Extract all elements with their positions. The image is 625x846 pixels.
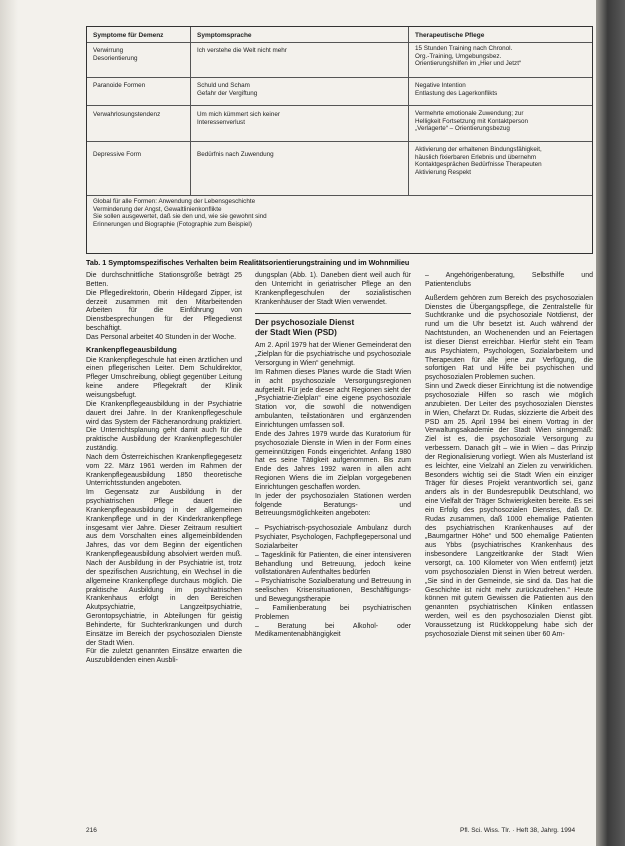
- table-header-care: Therapeutische Pflege: [415, 32, 485, 39]
- table-divider: [408, 27, 409, 195]
- table-header-symptoms: Symptome für Demenz: [93, 32, 164, 39]
- table-divider: [87, 42, 592, 43]
- table-header-language: Symptomsprache: [197, 32, 252, 39]
- table-divider: [87, 105, 592, 106]
- section-heading: Krankenpflegeausbildung: [86, 344, 177, 354]
- table-cell: Bedürfnis nach Zuwendung: [197, 151, 274, 158]
- journal-reference: Pfl. Sci. Wiss. Tlr. · Heft 38, Jahrg. 1994: [460, 827, 576, 834]
- page-binding-shadow: [0, 0, 18, 846]
- table-cell: 15 Stunden Training nach Chronol. Org.-Training, Umgebungsbez. Orientierungshilfen im „Hier und Jetzt“: [415, 45, 522, 68]
- paragraph: Am 2. April 1979 hat der Wiener Gemeinderat den „Zielplan für die psychiatrische und psychosoziale Versorgung in Wien“ genehmigt. Im Rahmen dieses Planes wurde die Stadt Wien in acht psychosoziale Versorgungsregionen aufgeteilt. Für jede dieser acht Regionen sieht der „Psychiatrie-Zielplan“ eine eigene psychosoziale Station vor, die sowohl die notwendigen ambulanten, teilstationären und ergänzenden Einrichtungen umfassen soll. Ende des Jahres 1979 wurde das Kuratorium für psychosoziale Dienste in Wien in der Form eines gemeinnützigen Fonds eingerichtet. Anfang 1980 hat es seine Tätigkeit aufgenommen. Bis zum Ende des Jahres 1992 waren in allen acht Regionen Wiens die im Zielplan vorgegebenen Einrichtungen geschaffen worden. In jeder der psychosozialen Stationen werden folgende Beratungs- und Betreuungsmöglichkeiten angeboten:: [255, 342, 411, 518]
- table-cell: Ich verstehe die Welt nicht mehr: [197, 47, 287, 54]
- symptom-table: [86, 26, 593, 254]
- table-cell: Verwirrung Desorientierung: [93, 47, 138, 62]
- table-divider: [87, 141, 592, 142]
- table-cell: Verwahrlosungstendenz: [93, 111, 161, 118]
- paragraph: dungsplan (Abb. 1). Daneben dient weil auch für den Unterricht in geriatrischer Pflege an den Krankenpflegeschulen der sozialistischen Krankenhäuser der Stadt Wien verwendet.: [255, 272, 411, 306]
- page-edge-shadow: [596, 0, 625, 846]
- text-column-2: [255, 272, 411, 640]
- table-cell: Negative Intention Entlastung des Lagerkonflikts: [415, 82, 498, 97]
- table-cell: Paranoide Formen: [93, 82, 146, 89]
- table-divider: [87, 195, 592, 196]
- bullet-list: – Psychiatrisch-psychosoziale Ambulanz durch Psychiater, Psychologen, Fachpflegepersonal und Sozialarbeiter – Tagesklinik für Patienten, die einer intensiveren Behandlung und Betreuung, jedoch keine vollstationären Aufenthaltes bedürfen – Psychiatrische Sozialberatung und Betreuung in seelischen Krisensituationen, Beschäftigungs- und Bewegungstherapie – Familienberatung bei psychiatrischen Problemen – Beratung bei Alkohol- oder Medikamentenabhängigkeit: [255, 525, 411, 639]
- table-divider: [190, 27, 191, 195]
- table-cell: Um mich kümmert sich keiner Interessenverlust: [197, 111, 280, 126]
- table-cell: Depressive Form: [93, 151, 141, 158]
- paragraph: Außerdem gehören zum Bereich des psychosozialen Dienstes die Übergangspflege, die Zentralstelle für Suchtkranke und die psychosoziale Notdienst, der rund um die Uhr besetzt ist. Auch während der Nachtstunden, an Wochenenden und an Feiertagen ist dieser Dienst erreichbar. Hierfür steht ein Team aus Psychiatern, Psychologen, Sozialarbeitern und Therapeuten für alle jene zur Verfügung, die sofortigen Rat und Hilfe bei psychischen und psychosozialen Problemen suchen. Sinn und Zweck dieser Einrichtung ist die notwendige psychosoziale Hilfen so rasch wie möglich anzubieten. Der Leiter des psychosozialen Dienstes in Wien, Chefarzt Dr. Rudas, skizzierte die Arbeit des PSD am 25. April 1994 bei einem Vortrag in der Verwaltungsakademie der Stadt Wien sinngemäß: Ziel ist es, die psychosoziale Versorgung zu verbessern. Danach gilt – wie in Wien – das Prinzip der Regionalisierung vorliegt. Wien als Musterland ist es leichter, eine Vielzahl an Zielen zu verwirklichen. Besonders wichtig sei die Stadt Wien ein einziger Träger für dieses Projekt verantwortlich sei, ganz anders als in der Bundesrepublik Deutschland, wo eine Vielfalt der Träger Schwierigkeiten bereite. Es sei ein Erfolg des psychosozialen Dienstes, daß Dr. Rudas zusammen, daß 1000 ehemalige Patienten des psychiatrischen Krankenhauses auf der „Baumgartner Höhe“ und 500 ehemalige Patienten aus Ybbs (psychiatrisches Krankenhaus des insbesondere Langzeitkranke der Stadt Wien versorgt, ca. 100 Kilometer von Wien entfernt) jetzt vom psychosozialen Dienst in Wien betreut werden. „Sie sind in der Gemeinde, sie sind da. Das hat die Geschichte ist nicht mehr zurückzudrehen.“ Heute können mit gutem Gewissen die Patienten aus den genannten psychiatrischen Kliniken entlassen werden, weil es den psychosozialen Dienst gibt. Voraussetzung ist Rückkoppelung habe sich der psychosoziale Dienst mit seinen über 60 Am-: [425, 294, 593, 638]
- table-footer-note: Global für alle Formen: Anwendung der Lebensgeschichte Verminderung der Angst, Gewaltlinienkonflikte Sie sollen ausgewertet, daß sie den und, wie sie gewohnt sind Erinnerungen und Biographie (Fotographie zum Beispiel): [93, 198, 267, 228]
- paragraph: – Angehörigenberatung, Selbsthilfe und Patientenclubs: [425, 272, 593, 288]
- section-title: Der psychosoziale Dienst der Stadt Wien (PSD): [255, 313, 411, 338]
- paragraph: Die durchschnittliche Stationsgröße beträgt 25 Betten. Die Pflegedirektorin, Oberin Hildegard Zipper, ist derzeit zusammen mit den Mitarbeitenden Arbeiten für die Einführung von Dienstbesprechungen für der Pflegedienst beschäftigt. Das Personal arbeitet 40 Stunden in der Woche.: [86, 272, 242, 341]
- table-divider: [87, 77, 592, 78]
- page-number: 216: [86, 827, 97, 834]
- text-column-3: [425, 272, 593, 640]
- table-cell: Vermehrte emotionale Zuwendung; zur Helligkeit Fortsetzung mit Kontaktperson „Verlagerte“ – Orientierungsbezug: [415, 110, 529, 133]
- table-cell: Schuld und Scham Gefahr der Vergiftung: [197, 82, 258, 97]
- table-cell: Aktivierung der erhaltenen Bindungsfähigkeit, häuslich fixierbaren Erlebnis und übernehm Kontaktgesprächen Bedürfnisse Therapeuten Aktivierung Respekt: [415, 146, 542, 176]
- text-column-1: [86, 272, 242, 666]
- paragraph: Die Krankenpflegeschule hat einen ärztlichen und einen pflegerischen Leiter. Dem Schuldirektor, Pfleger Umschreibung, obliegt gegenüber Leitung keine andere Pflegekraft der Klinik weisungsbefugt. Die Krankenpflegeausbildung in der Psychiatrie dauert drei Jahre. In der Krankenpflegeschule wird das System der Fächeranordnung praktiziert. Die Unterrichtsplanung geht damit auch für die praktische Ausbildung der Krankenpflegeschüler zuständig. Nach dem Österreichischen Krankenpflegegesetz vom 22. März 1961 werden im Rahmen der Krankenpflegeausbildung 1850 theoretische Unterrichtsstunden angeboten. Im Gegensatz zur Ausbildung in der psychiatrischen Pflege dauert die Krankenpflegeausbildung in der allgemeinen Krankenpflege und in der Kinderkrankenpflege insgesamt vier Jahre. Dieser Zeitraum resultiert aus dem Vorschalten eines allgemeinbildenden Jahres, das vor dem Beginn der eigentlichen Krankenpflegeausbildung absolviert werden muß. Nach der Ausbildung in der Psychiatrie ist, trotz der spezifischen Ausrichtung, ein Wechsel in die allgemeine Krankenpflege durchaus möglich. Die praktische Ausbildung im psychiatrischen Krankenhaus erfolgt in den Bereichen Akutpsychiatrie, Langzeitpsychiatrie, Gerontopsychiatrie, in Abteilungen für geistig Behinderte, für Suchterkrankungen und durch Einsätze im Bereich der psychosozialen Dienste der Stadt Wien. Für die zuletzt genannten Einsätze erwarten die Auszubildenden einen Ausbli-: [86, 356, 242, 665]
- table-caption: Tab. 1 Symptomspezifisches Verhalten beim Realitätsorientierungstraining und im Wohnmilieu: [86, 258, 410, 267]
